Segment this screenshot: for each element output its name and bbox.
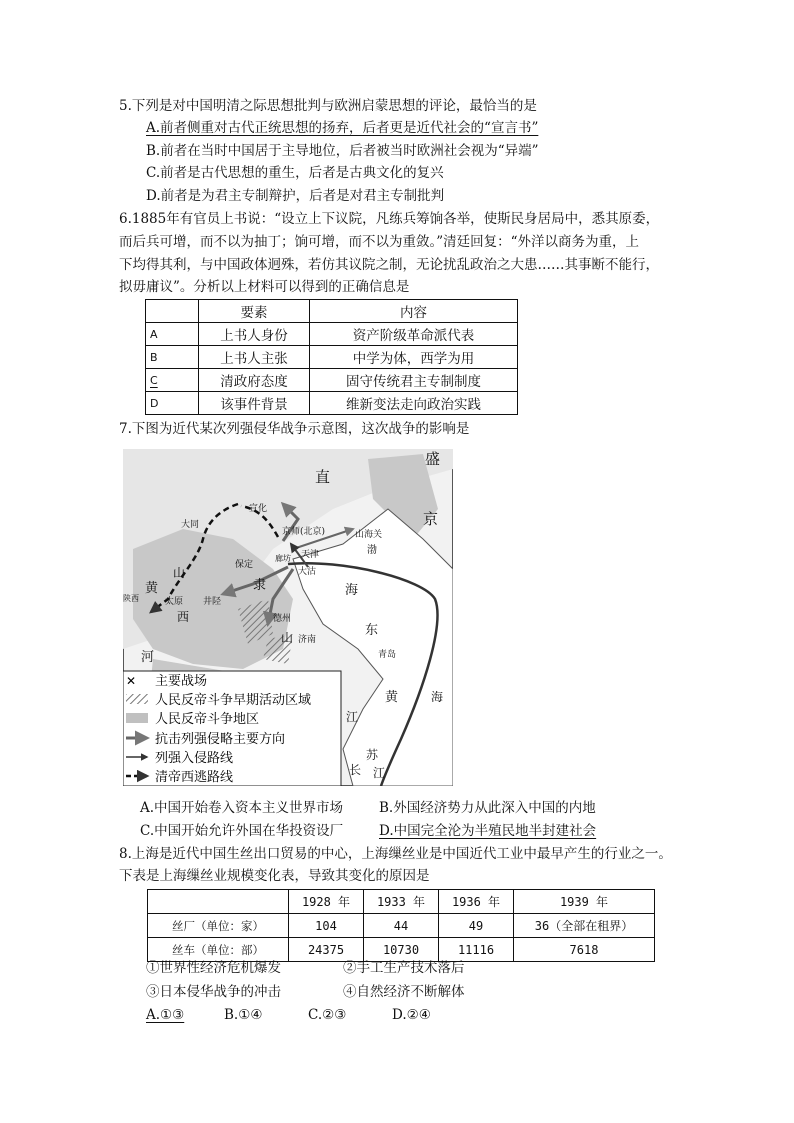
q6-line-4: 拟毋庸议”。分析以上材料可以得到的正确信息是 [119, 279, 410, 295]
map-label-jiang2: 江 [373, 766, 386, 780]
legend-label-resistance: 抗击列强侵略主要方向 [155, 732, 286, 747]
legend-label-battlefield: 主要战场 [155, 674, 208, 689]
map-label-sheng: 盛 [425, 450, 441, 468]
map-label-tianjin: 天津 [301, 550, 320, 560]
map-label-he: 河 [141, 650, 155, 665]
q5-option-d: D.前者是为君主专制辩护，后者是对君主专制批判 [146, 188, 445, 204]
table-cell: 中学为体，西学为用 [310, 346, 518, 369]
table-header-row [148, 890, 655, 914]
q5-option-a: A.前者侧重对古代正统思想的扬弃，后者更是近代社会的“宣言书” [146, 120, 539, 136]
q7-stem: 7.下图为近代某次列强侵华战争示意图，这次战争的影响是 [119, 421, 470, 437]
table-cell [148, 890, 289, 914]
q6-table [145, 299, 518, 415]
map-label-huang: 黄 [145, 581, 159, 596]
map-label-hai2: 海 [431, 690, 444, 704]
table-cell: 44 [364, 914, 439, 938]
table-cell: 24375 [289, 938, 364, 962]
q6-line-3: 下均得其利，与中国政体迥殊，若仿其议院之制，无论扰乱政治之大患……其事断不能行， [119, 257, 659, 273]
q8-line-2: 下表是上海缫丝业规模变化表，导致其变化的原因是 [119, 868, 430, 884]
table-cell: 11116 [439, 938, 514, 962]
q8-choice-a: A.①③ [146, 1007, 185, 1023]
q6-line-2: 而后兵可增，而不以为抽丁；饷可增，而不以为重敛。”清廷回复：“外洋以商务为重，上 [119, 234, 640, 250]
map-label-jiang: 江 [346, 710, 359, 724]
map-label-langfang: 廊坊 [275, 554, 291, 563]
q8-choice-b: B.①④ [224, 1007, 263, 1023]
map-label-bo: 渤 [367, 545, 377, 556]
table-cell: 49 [439, 914, 514, 938]
table-cell: B [146, 346, 199, 369]
map-label-shan: 山 [173, 566, 186, 580]
q8-item-2: ②手工生产技术落后 [343, 960, 465, 976]
q8-item-1: ①世界性经济危机爆发 [146, 960, 281, 976]
map-label-xuanhua: 宣化 [249, 504, 268, 514]
table-row [146, 323, 518, 346]
table-row [146, 369, 518, 392]
q8-item-4: ④自然经济不断解体 [343, 984, 465, 1000]
map-label-huang2: 黄 [385, 690, 399, 705]
q5-option-b: B.前者在当时中国居于主导地位，后者被当时欧洲社会视为“异端” [146, 143, 539, 159]
map-label-dong: 东 [365, 623, 379, 638]
map-legend [123, 671, 341, 786]
boxer-war-map [123, 449, 453, 786]
map-label-hai: 海 [345, 583, 359, 598]
table-cell: 清政府态度 [199, 369, 310, 392]
q7-option-d: D.中国完全沦为半殖民地半封建社会 [379, 823, 597, 839]
q7-option-a: A.中国开始卷入资本主义世界市场 [140, 800, 344, 816]
legend-label-struggle-area: 人民反帝斗争地区 [155, 712, 260, 727]
q8-choice-c: C.②③ [308, 1007, 347, 1023]
map-label-su: 苏 [366, 748, 379, 762]
table-cell: 上书人身份 [199, 323, 310, 346]
q5-option-c: C.前者是古代思想的重生，后者是古典文化的复兴 [146, 165, 444, 181]
table-cell: 上书人主张 [199, 346, 310, 369]
table-header-row [146, 300, 518, 323]
battlefield-icon: ✕ [126, 674, 137, 688]
table-cell: 1933 年 [364, 890, 439, 914]
map-label-jing: 京 [423, 510, 439, 528]
map-label-jinan: 济南 [298, 635, 317, 645]
q8-table [147, 889, 655, 962]
map-label-qingdao: 青岛 [378, 650, 397, 660]
table-cell: 该事件背景 [199, 392, 310, 415]
legend-label-early-activity: 人民反帝斗争早期活动区域 [155, 693, 312, 708]
map-label-shan2: 山 [281, 631, 294, 645]
map-label-datong: 大同 [181, 520, 200, 530]
q7-option-b: B.外国经济势力从此深入中国的内地 [379, 800, 596, 816]
early-activity-swatch [126, 694, 148, 704]
q8-line-1: 8.上海是近代中国生丝出口贸易的中心，上海缫丝业是中国近代工业中最早产生的行业之一。 [119, 846, 672, 862]
table-cell: 丝车（单位：部） [148, 938, 289, 962]
table-cell: 1936 年 [439, 890, 514, 914]
legend-label-flight: 清帝西逃路线 [155, 770, 234, 785]
table-cell: 104 [289, 914, 364, 938]
q8-item-3: ③日本侵华战争的冲击 [146, 984, 281, 1000]
q6-line-1: 6.1885年有官员上书说：“设立上下议院，凡练兵筹饷各举，使斯民身居局中，悉其原委， [119, 211, 660, 227]
table-cell: 7618 [514, 938, 655, 962]
table-cell: 10730 [364, 938, 439, 962]
table-row [146, 346, 518, 369]
table-cell: A [146, 323, 199, 346]
map-label-jingxing: 井陉 [203, 597, 222, 607]
table-row [146, 392, 518, 415]
table-cell: 内容 [310, 300, 518, 323]
table-cell: 1928 年 [289, 890, 364, 914]
table-row [148, 914, 655, 938]
legend-label-invasion: 列强入侵路线 [155, 751, 234, 766]
q8-choice-d: D.②④ [392, 1007, 431, 1023]
table-cell: 36（全部在租界） [514, 914, 655, 938]
map-label-beijing: 京师(北京) [282, 527, 326, 537]
struggle-area-swatch [126, 713, 148, 723]
map-label-dagu: 大沽 [298, 567, 317, 577]
q7-option-c: C.中国开始允许外国在华投资设厂 [140, 823, 344, 839]
map-label-shaanxi: 陕西 [123, 594, 139, 603]
table-cell: C [146, 369, 199, 392]
q5-stem: 5.下列是对中国明清之际思想批判与欧洲启蒙思想的评论，最恰当的是 [119, 98, 537, 114]
map-label-li: 隶 [253, 578, 267, 593]
table-cell: 维新变法走向政治实践 [310, 392, 518, 415]
map-label-zhi: 直 [315, 468, 331, 486]
table-cell: 要素 [199, 300, 310, 323]
map-label-taiyuan: 太原 [165, 597, 184, 607]
table-cell [146, 300, 199, 323]
map-label-dezhou: 德州 [273, 614, 292, 624]
table-cell: 丝厂（单位：家） [148, 914, 289, 938]
map-label-xi: 西 [177, 610, 190, 624]
map-label-chang: 长 [349, 763, 362, 777]
map-label-baoding: 保定 [235, 560, 254, 570]
table-cell: 资产阶级革命派代表 [310, 323, 518, 346]
map-label-shanhaiguan: 山海关 [355, 530, 383, 540]
table-cell: 固守传统君主专制制度 [310, 369, 518, 392]
table-cell: D [146, 392, 199, 415]
table-cell: 1939 年 [514, 890, 655, 914]
